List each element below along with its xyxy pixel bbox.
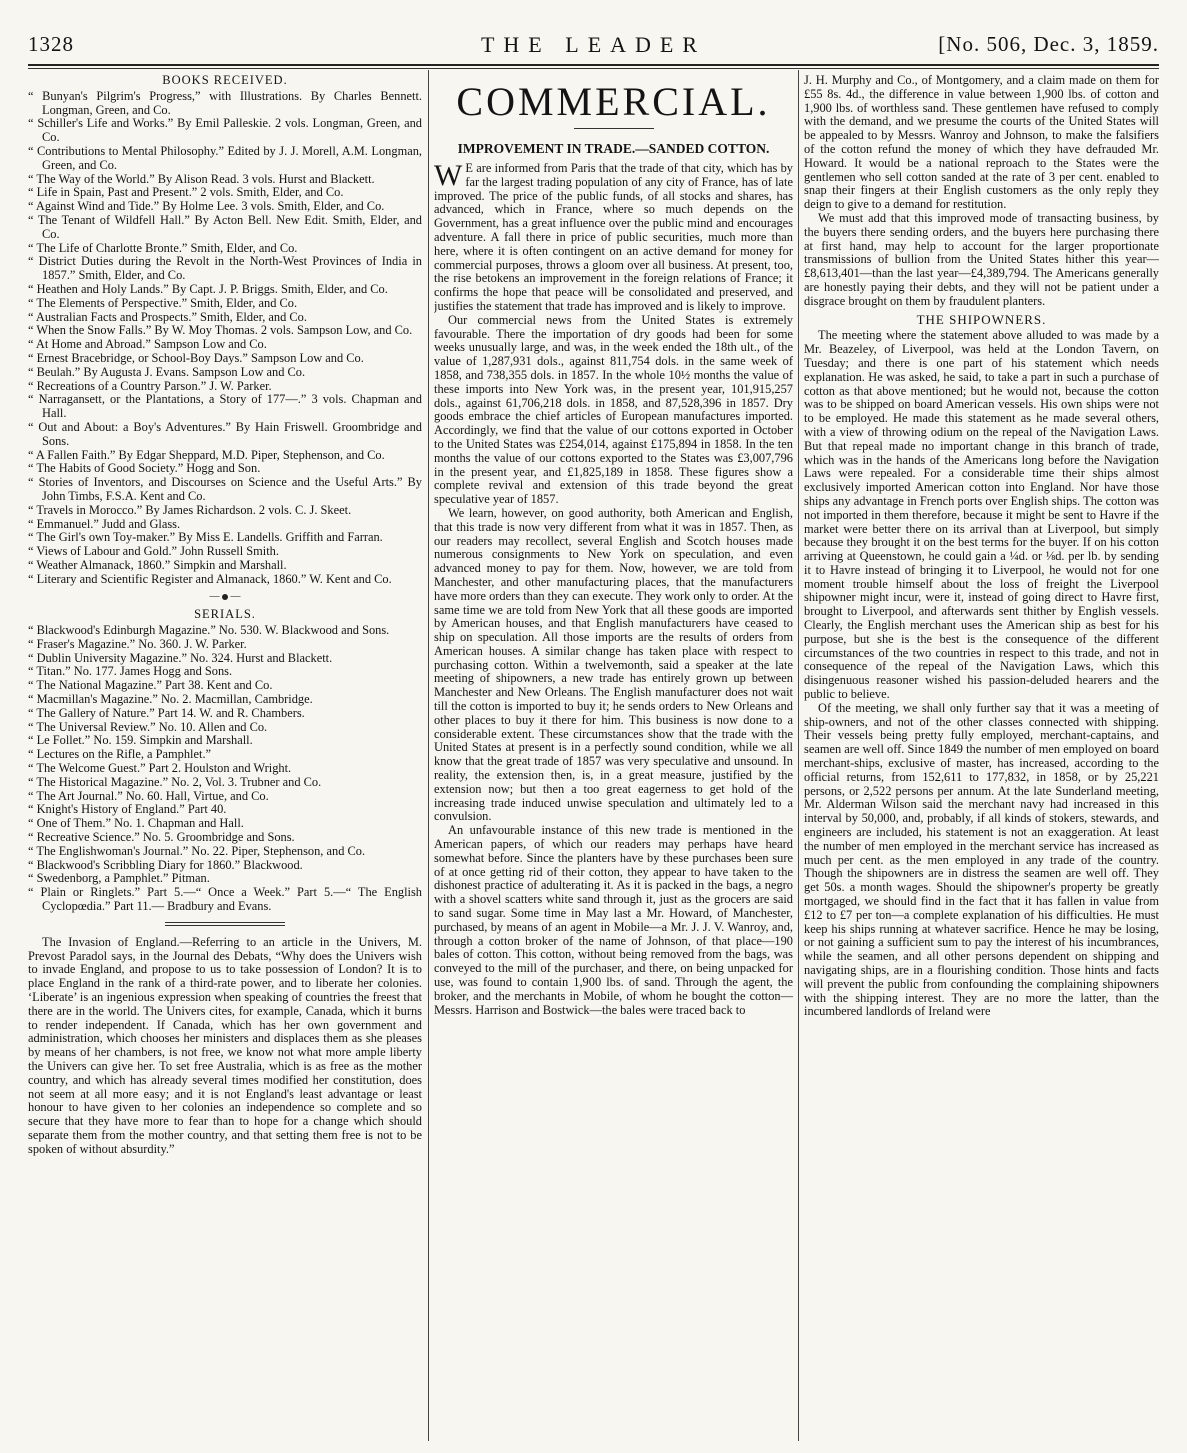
paragraph-text: E are informed from Paris that the trade of that city, which has by far the largest trading population of any city of France, has of late improved. The price of the public funds, of all stocks and shares, has advanced, which in France, where so much depends on the Government, has a great influence over the public mind and encourages adventure. A fall there in price of public securities, much more than here, where it is often contingent on an active demand for money for commercial purposes, throws a gloom over all business. At present, too, the rise betokens an improvement in the foreign relations of France; it confirms the hope that peace will be consolidated and preserved, and justifies the statement that trade has improved and is likely to improve. bbox=[434, 161, 793, 313]
commercial-paragraph: An unfavourable instance of this new trade is mentioned in the American papers, of which our readers may perhaps have heard somewhat before. Since the planters have by these purchases been sure of at once getting rid of their cotton, they appear to have taken to the dishonest practice of adulterating it. As it is packed in the bags, a negro with a shovel scatters white sand through it, just as the grocers are said to sand sugar. Some time in May last a Mr. Howard, of Manchester, purchased, by means of an agent in Mobile—a Mr. J. J. V. Wanroy, and, through a cotton broker of the name of Johnson, of that place—190 bales of cotton. This cotton, without being removed from the bags, was conveyed to the mill of the purchaser, and there, on being unpacked for use, was found to contain 1,900 lbs. of sand. Through the agent, the broker, and the merchants in Mobile, of whom he bought the cotton—Messrs. Harrison and Bostwick—the bales were traced back to bbox=[434, 823, 793, 1017]
commercial-heading: COMMERCIAL. bbox=[456, 79, 771, 124]
commercial-ornament-rule bbox=[574, 128, 654, 129]
column-rule-1 bbox=[428, 70, 429, 1441]
serial-entry: “ Dublin University Magazine.” No. 324. Hurst and Blackett. bbox=[28, 650, 333, 665]
book-entry: “ Recreations of a Country Parson.” J. W. Parker. bbox=[28, 378, 272, 393]
serial-entry: “ The Englishwoman's Journal.” No. 22. Piper, Stephenson, and Co. bbox=[28, 843, 366, 858]
serial-entry: “ Blackwood's Scribbling Diary for 1860.” Blackwood. bbox=[28, 857, 303, 872]
serial-entry: “ Lectures on the Rifle, a Pamphlet.” bbox=[28, 747, 212, 762]
book-entry: “ Beulah.” By Augusta J. Evans. Sampson Low and Co. bbox=[28, 364, 306, 379]
book-entry: “ Weather Almanack, 1860.” Simpkin and Marshall. bbox=[28, 557, 287, 572]
column-rule-2 bbox=[798, 70, 799, 1441]
issue-date: [No. 506, Dec. 3, 1859. bbox=[938, 32, 1159, 56]
book-entry: “ Travels in Morocco.” By James Richardson. 2 vols. C. J. Skeet. bbox=[28, 502, 352, 517]
shipowners-heading: THE SHIPOWNERS. bbox=[916, 311, 1047, 327]
dot-ornament-icon bbox=[222, 594, 228, 600]
serial-entry: “ Plain or Ringlets.” Part 5.—“ Once a Week.” Part 5.—“ The English Cyclopœdia.” Part 11.— Bradbury and Evans. bbox=[28, 885, 422, 914]
serial-entry: “ Le Follet.” No. 159. Simpkin and Marshall. bbox=[28, 733, 253, 748]
book-entry: “ Literary and Scientific Register and Almanack, 1860.” W. Kent and Co. bbox=[28, 571, 392, 586]
commercial-paragraph bbox=[434, 159, 793, 314]
serial-entry: “ Macmillan's Magazine.” No. 2. Macmillan, Cambridge. bbox=[28, 692, 313, 707]
book-entry: “ Life in Spain, Past and Present.” 2 vols. Smith, Elder, and Co. bbox=[28, 185, 344, 200]
commercial-paragraph: Our commercial news from the United States is extremely favourable. There the importation of dry goods had been for some weeks unusually large, and was, in the week ended the 18th ult., of the value of 1,287,931 dols., against 811,754 dols. in the same week of 1858, and 738,355 dols. in 1857. In the whole 10½ months the value of these imports into New York was, in the present year, 101,915,257 dols., against 61,706,218 dols. in 1858, and 87,528,396 in 1857. Dry goods embrace the chief articles of European manufactures imported. Accordingly, we find that the value of our cottons exported in October to the United States was £254,014, against £175,894 in 1858. In the ten months the value of our cottons exported to the States was £3,007,796 in the present year, and £1,825,189 in 1858. These figures show a complete revival and extension of this trade beyond the great speculative year of 1857. bbox=[434, 312, 793, 507]
book-entry: “ Ernest Bracebridge, or School-Boy Days.” Sampson Low and Co. bbox=[28, 350, 364, 365]
shipowners-article bbox=[804, 329, 1159, 1019]
masthead-rule bbox=[28, 64, 1159, 66]
column-books-serials bbox=[28, 74, 422, 1441]
serials-separator-2 bbox=[165, 925, 285, 926]
serials-heading: SERIALS. bbox=[194, 607, 256, 622]
book-entry: “ The Elements of Perspective.” Smith, Elder, and Co. bbox=[28, 295, 298, 310]
book-entry: “ The Habits of Good Society.” Hogg and Son. bbox=[28, 461, 261, 476]
book-entry: “ Views of Labour and Gold.” John Russell Smith. bbox=[28, 544, 279, 559]
continuation-paragraph: We must add that this improved mode of transacting business, by the buyers there sending orders, and the buyers here purchasing there at first hand, may help to account for the larger proportionate transmissions of bullion from the United States hither this year—£8,613,401—than the last year—£4,389,794. The Americans generally are honestly paying their debts, and they will not be patient under a disgrace brought on them by fraudulent planters. bbox=[804, 210, 1159, 308]
book-entry: “ District Duties during the Revolt in the North-West Provinces of India in 1857.” Smith, Elder, and Co. bbox=[28, 254, 422, 283]
serial-entry: “ Fraser's Magazine.” No. 360. J. W. Parker. bbox=[28, 636, 247, 651]
book-entry: “ Out and About: a Boy's Adventures.” By Hain Friswell. Groombridge and Sons. bbox=[28, 419, 422, 448]
serial-entry: “ One of Them.” No. 1. Chapman and Hall. bbox=[28, 816, 244, 831]
book-entry: “ Australian Facts and Prospects.” Smith, Elder, and Co. bbox=[28, 309, 307, 324]
serial-entry: “ The Gallery of Nature.” Part 14. W. and R. Chambers. bbox=[28, 705, 305, 720]
serial-entry: “ The National Magazine.” Part 38. Kent and Co. bbox=[28, 678, 273, 693]
serial-entry: “ Recreative Science.” No. 5. Groombridge and Sons. bbox=[28, 830, 295, 845]
column-continuation bbox=[804, 74, 1159, 1441]
commercial-subheading: IMPROVEMENT IN TRADE.—SANDED COTTON. bbox=[457, 141, 770, 156]
book-entry: “ A Fallen Faith.” By Edgar Sheppard, M.D. Piper, Stephenson, and Co. bbox=[28, 447, 385, 462]
serial-entry: “ Titan.” No. 177. James Hogg and Sons. bbox=[28, 664, 233, 679]
drop-cap: W bbox=[434, 159, 463, 192]
masthead-rule-thin bbox=[28, 68, 1159, 69]
book-entry: “ The Tenant of Wildfell Hall.” By Acton Bell. New Edit. Smith, Elder, and Co. bbox=[28, 212, 422, 241]
book-entry: “ Emmanuel.” Judd and Glass. bbox=[28, 516, 181, 531]
shipowners-paragraph: The meeting where the statement above alluded to was made by a Mr. Beazeley, of Liverpool, was held at the London Tavern, on Tuesday; and there is one part of his statement which needs explanation. He was asked, he said, to take a part in such a purchase of cotton as that above mentioned; but he would not, because the cotton was to be shipped on board American vessels. His own ships were not to be employed. He made this statement as he made several others, with a view of throwing odium on the repeal of the Navigation Laws. But that repeal made no important change in this branch of trade, which was in the hands of the Americans long before the Navigation Laws were repealed. For a considerable time their ships almost exclusively imported American cotton into England. Nor have those ships any advantage in French ports over English ships. The cotton was not imported in them therefore, because it might be sent to Havre if the market were better there on its arrival than at Liverpool, but simply because they brought it on the best terms for the buyer. If on his cotton arriving at Queenstown, he could gain a ¼d. or ⅛d. per lb. by sending it to Havre instead of bringing it to Liverpool, he would not for one moment trouble himself about the loss of freight the Liverpool shipowner might incur, were it, instead of going direct to Havre first, brought to Liverpool, and afterwards sent thither by English vessels. Clearly, the English merchant uses the American ship as best for his purpose, but she is the best is the consequence of the different circumstances of the two countries in respect to this trade, and not in consequence of the repeal of the Navigation Laws, which this disingenuous reasoner wished his passion-deluded hearers and the public to believe. bbox=[804, 328, 1159, 702]
book-entry: “ Stories of Inventors, and Discourses on Science and the Useful Arts.” By John Timbs, F.S.A. Kent and Co. bbox=[28, 475, 422, 503]
book-entry: “ The Girl's own Toy-maker.” By Miss E. Landells. Griffith and Farran. bbox=[28, 530, 383, 545]
books-separator: — — bbox=[209, 591, 241, 603]
book-entry: “ Heathen and Holy Lands.” By Capt. J. P. Briggs. Smith, Elder, and Co. bbox=[28, 281, 388, 296]
book-entry: “ At Home and Abroad.” Sampson Low and Co. bbox=[28, 337, 267, 352]
serial-entry: “ The Universal Review.” No. 10. Allen and Co. bbox=[28, 719, 268, 734]
serial-entry: “ Knight's History of England.” Part 40. bbox=[28, 802, 227, 817]
book-entry: “ When the Snow Falls.” By W. Moy Thomas. 2 vols. Sampson Low, and Co. bbox=[28, 323, 413, 338]
paper-title: THE LEADER bbox=[480, 32, 707, 57]
book-entry: “ Narragansett, or the Plantations, a Story of 177—.” 3 vols. Chapman and Hall. bbox=[28, 392, 422, 421]
masthead bbox=[28, 30, 1159, 66]
serial-entry: “ The Welcome Guest.” Part 2. Houlston and Wright. bbox=[28, 761, 292, 776]
book-entry: “ Bunyan's Pilgrim's Progress,” with Illustrations. By Charles Bennett. Longman, Green, and Co. bbox=[28, 88, 422, 117]
shipowners-paragraph: Of the meeting, we shall only further say that it was a meeting of ship-owners, and not of the other classes connected with shipping. Their vessels being pretty fully employed, merchant-captains, and seamen are well off. Since 1849 the number of men employed on board merchant-ships, exclusive of master, has increased, according to the official returns, from 152,611 to 177,832, in 1858, or by 25,221 persons, or 2,522 persons per annum. At the late Sunderland meeting, Mr. Alderman Wilson said the merchant navy had increased in this interval by 50,000, and, probably, if all kinds of stokers, stewards, and engineers are included, his statement is not an exaggeration. At least the number of men employed in the merchant service has increased as much per cent. as the men employed in any trade of the country. Though the shipowners are in distress the seamen are well off. They get 50s. a month wages. Should the shipowner's property be greatly mortgaged, we should find in the fact that it has fallen in value from £12 to £7 per ton—a complete explanation of his difficulties. He must keep his ships running at whatever sacrifice. Hence he may be losing, or not gaining a sufficient sum to pay the interest of his incumbrances, while the seamen, and all other persons dependent on shipping and navigating ships, are in a flourishing condition. Those hints and facts will prevent the public from confounding the complaining shipowners with the shipping interest. They are no more the latter, than the incumbered landlords of Ireland were bbox=[804, 700, 1159, 1019]
books-list bbox=[28, 90, 422, 587]
serial-entry: “ The Historical Magazine.” No. 2, Vol. 3. Trubner and Co. bbox=[28, 774, 322, 789]
commercial-paragraph: We learn, however, on good authority, both American and English, that this trade is now very different from what it was in 1857. Then, as our readers may recollect, several English and Scotch houses made numerous consignments to New York on speculation, and even advanced money to pay for them. Now, however, we are told from Manchester, and other manufacturing places, that the manufacturers have more orders than they can execute. They work only to order. At the same time we are told from New York that all these goods are imported by American houses, and that English manufacturers have ceased to ship on speculation. All those imports are the results of orders from American houses. A similar change has taken place with respect to purchasing cotton. Within a twelvemonth, said a speaker at the late meeting of shipowners, a new trade has entirely grown up between Manchester and New Orleans. The English manufacturer does not wait till the cotton is imported to buy it; he sends orders to New Orleans and other places to buy it there for him. This business is now done to a considerable extent. These circumstances show that the trade with the United States at present is in a perfectly sound condition, while we all know that the great trade of 1857 was very speculative and unsound. In reality, the extension then, is, in a great measure, justified by the extension now; but then a too great eagerness to get hold of the increasing trade induced unwise speculation and ultimately led to a convulsion. bbox=[434, 505, 793, 824]
book-entry: “ Against Wind and Tide.” By Holme Lee. 3 vols. Smith, Elder, and Co. bbox=[28, 199, 385, 214]
column-commercial bbox=[434, 74, 793, 1441]
commercial-article bbox=[434, 159, 793, 1017]
serials-separator bbox=[165, 922, 285, 923]
book-entry: “ Contributions to Mental Philosophy.” Edited by J. J. Morell, A.M. Longman, Green, and Co. bbox=[28, 143, 422, 172]
continuation-paragraph: J. H. Murphy and Co., of Montgomery, and a claim made on them for £55 8s. 4d., the difference in value between 1,900 lbs. of cotton and 1,900 lbs. of worthless sand. These gentlemen have refused to comply with the demand, and we presume the courts of the United States will be appealed to by Messrs. Wanroy and Johnson, to make the falsifiers of the cotton refund the money of which they have defrauded Mr. Howard. It would be a national reproach to the States were the gentlemen who sell cotton sanded at the rate of 3 per cent. enabled to snap their fingers at their English customers as the only reply they deign to give to a demand for restitution. bbox=[804, 74, 1159, 212]
books-heading: BOOKS RECEIVED. bbox=[162, 74, 288, 87]
sanded-cotton-continued bbox=[804, 74, 1159, 309]
book-entry: “ The Way of the World.” By Alison Read. 3 vols. Hurst and Blackett. bbox=[28, 171, 375, 186]
serial-entry: “ The Art Journal.” No. 60. Hall, Virtue, and Co. bbox=[28, 788, 269, 803]
invasion-article: The Invasion of England.—Referring to an article in the Univers, M. Prevost Paradol says, in the Journal des Debats, “Why does the Univers wish to invade England, and propose to us to take possession of London? It is to place England in the rank of a third-rate power, and to liberate her colonies. ‘Liberate’ is an ingenious expression when speaking of countries the freest that there are in the world. The Univers cites, for example, Canada, which it burns to render independent. If Canada, which has her own government and administration, which chooses her ministers and displaces them as she pleases by means of her chambers, is not free, we know not what more ample liberty the Univers can give her. To set free Australia, which is as free as the mother country, and which has already several times modified her constitution, does not seem at all more easy; and it is not England's least advantage or least honour to have given to her colonies an independence so complete and so secure that they have more to fear than to hope for a change which should separate them from the mother country, and that setting them free is not to be spoken of without absurdity.” bbox=[28, 934, 422, 1156]
book-entry: “ Schiller's Life and Works.” By Emil Palleskie. 2 vols. Longman, Green, and Co. bbox=[28, 116, 422, 145]
page-number: 1328 bbox=[28, 32, 74, 56]
serials-list bbox=[28, 624, 422, 914]
book-entry: “ The Life of Charlotte Bronte.” Smith, Elder, and Co. bbox=[28, 240, 298, 255]
serial-entry: “ Swedenborg, a Pamphlet.” Pitman. bbox=[28, 871, 210, 886]
serial-entry: “ Blackwood's Edinburgh Magazine.” No. 530. W. Blackwood and Sons. bbox=[28, 623, 390, 638]
